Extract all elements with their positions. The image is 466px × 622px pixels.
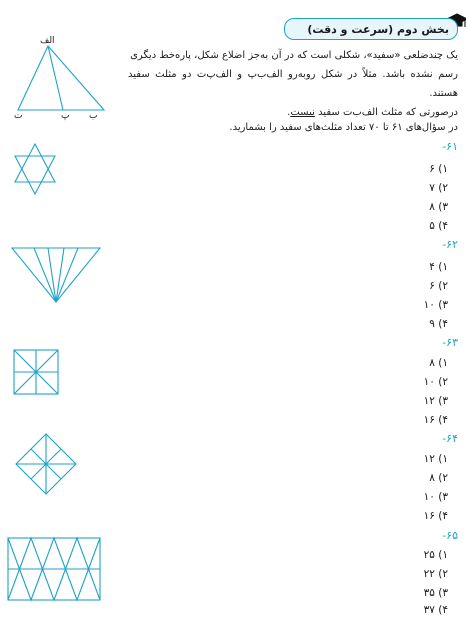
intro-line-3a: درصورتی که مثلث الف‌ب‌ت سفید [318,107,458,118]
intro-underlined-word: نیست [290,107,315,118]
answer-option[interactable]: ۱) ۱۲ [423,453,448,465]
star-of-david-figure [10,142,60,196]
answer-option[interactable]: ۴) ۱۶ [423,510,448,522]
divided-square-figure [12,348,60,396]
answer-option[interactable]: ۳) ۱۲ [423,395,448,407]
answer-option[interactable]: ۳) ۸ [429,201,448,213]
example-label-right: ب [89,111,98,121]
answer-option[interactable]: ۲) ۸ [429,472,448,484]
section-title: بخش دوم (سرعت و دقت) [284,18,458,40]
answer-option[interactable]: ۳) ۳۵ [423,587,448,599]
answer-option[interactable]: ۳) ۱۰ [423,299,448,311]
divided-rhombus-figure [14,432,78,496]
answer-option[interactable]: ۴) ۹ [429,318,448,330]
lattice-rectangle-figure [6,536,102,602]
question-number: -۶۳ [442,336,458,349]
instruction-text: در سؤال‌های ۶۱ تا ۷۰ تعداد مثلث‌های سفید را بشمارید. [229,122,458,133]
answer-option[interactable]: ۲) ۱۰ [423,376,448,388]
answer-option[interactable]: ۲) ۷ [429,182,448,194]
example-label-mid: پ [61,111,70,121]
example-triangle-figure [8,32,113,122]
intro-line-3 [128,103,458,122]
intro-paragraph [128,46,458,122]
answer-option[interactable]: ۱) ۶ [429,163,448,175]
answer-option[interactable]: ۱) ۴ [429,261,448,273]
fan-triangle-figure [10,246,102,306]
answer-option[interactable]: ۱) ۸ [429,357,448,369]
example-label-left: ت [14,111,23,121]
answer-option[interactable]: ۴) ۳۷ [423,604,448,616]
example-label-top: الف [40,36,55,46]
answer-option[interactable]: ۲) ۲۲ [423,568,448,580]
question-number: -۶۵ [442,529,458,542]
answer-option[interactable]: ۱) ۲۵ [423,549,448,561]
intro-line-2: رسم نشده باشد. مثلاً در شکل روبه‌رو الف‌ب‌پ و الف‌پ‌ت دو مثلث سفید هستند. [128,69,458,99]
answer-option[interactable]: ۴) ۱۶ [423,414,448,426]
question-number: -۶۴ [442,432,458,445]
question-number: -۶۱ [442,140,458,153]
answer-option[interactable]: ۴) ۵ [429,220,448,232]
question-number: -۶۲ [442,238,458,251]
answer-option[interactable]: ۳) ۱۰ [423,491,448,503]
intro-line-1: یک چندضلعی «سفید»، شکلی است که در آن به‌جز اضلاع شکل، پاره‌خط دیگری [130,50,458,61]
intro-line-3c: . [287,107,291,118]
answer-option[interactable]: ۲) ۶ [429,280,448,292]
